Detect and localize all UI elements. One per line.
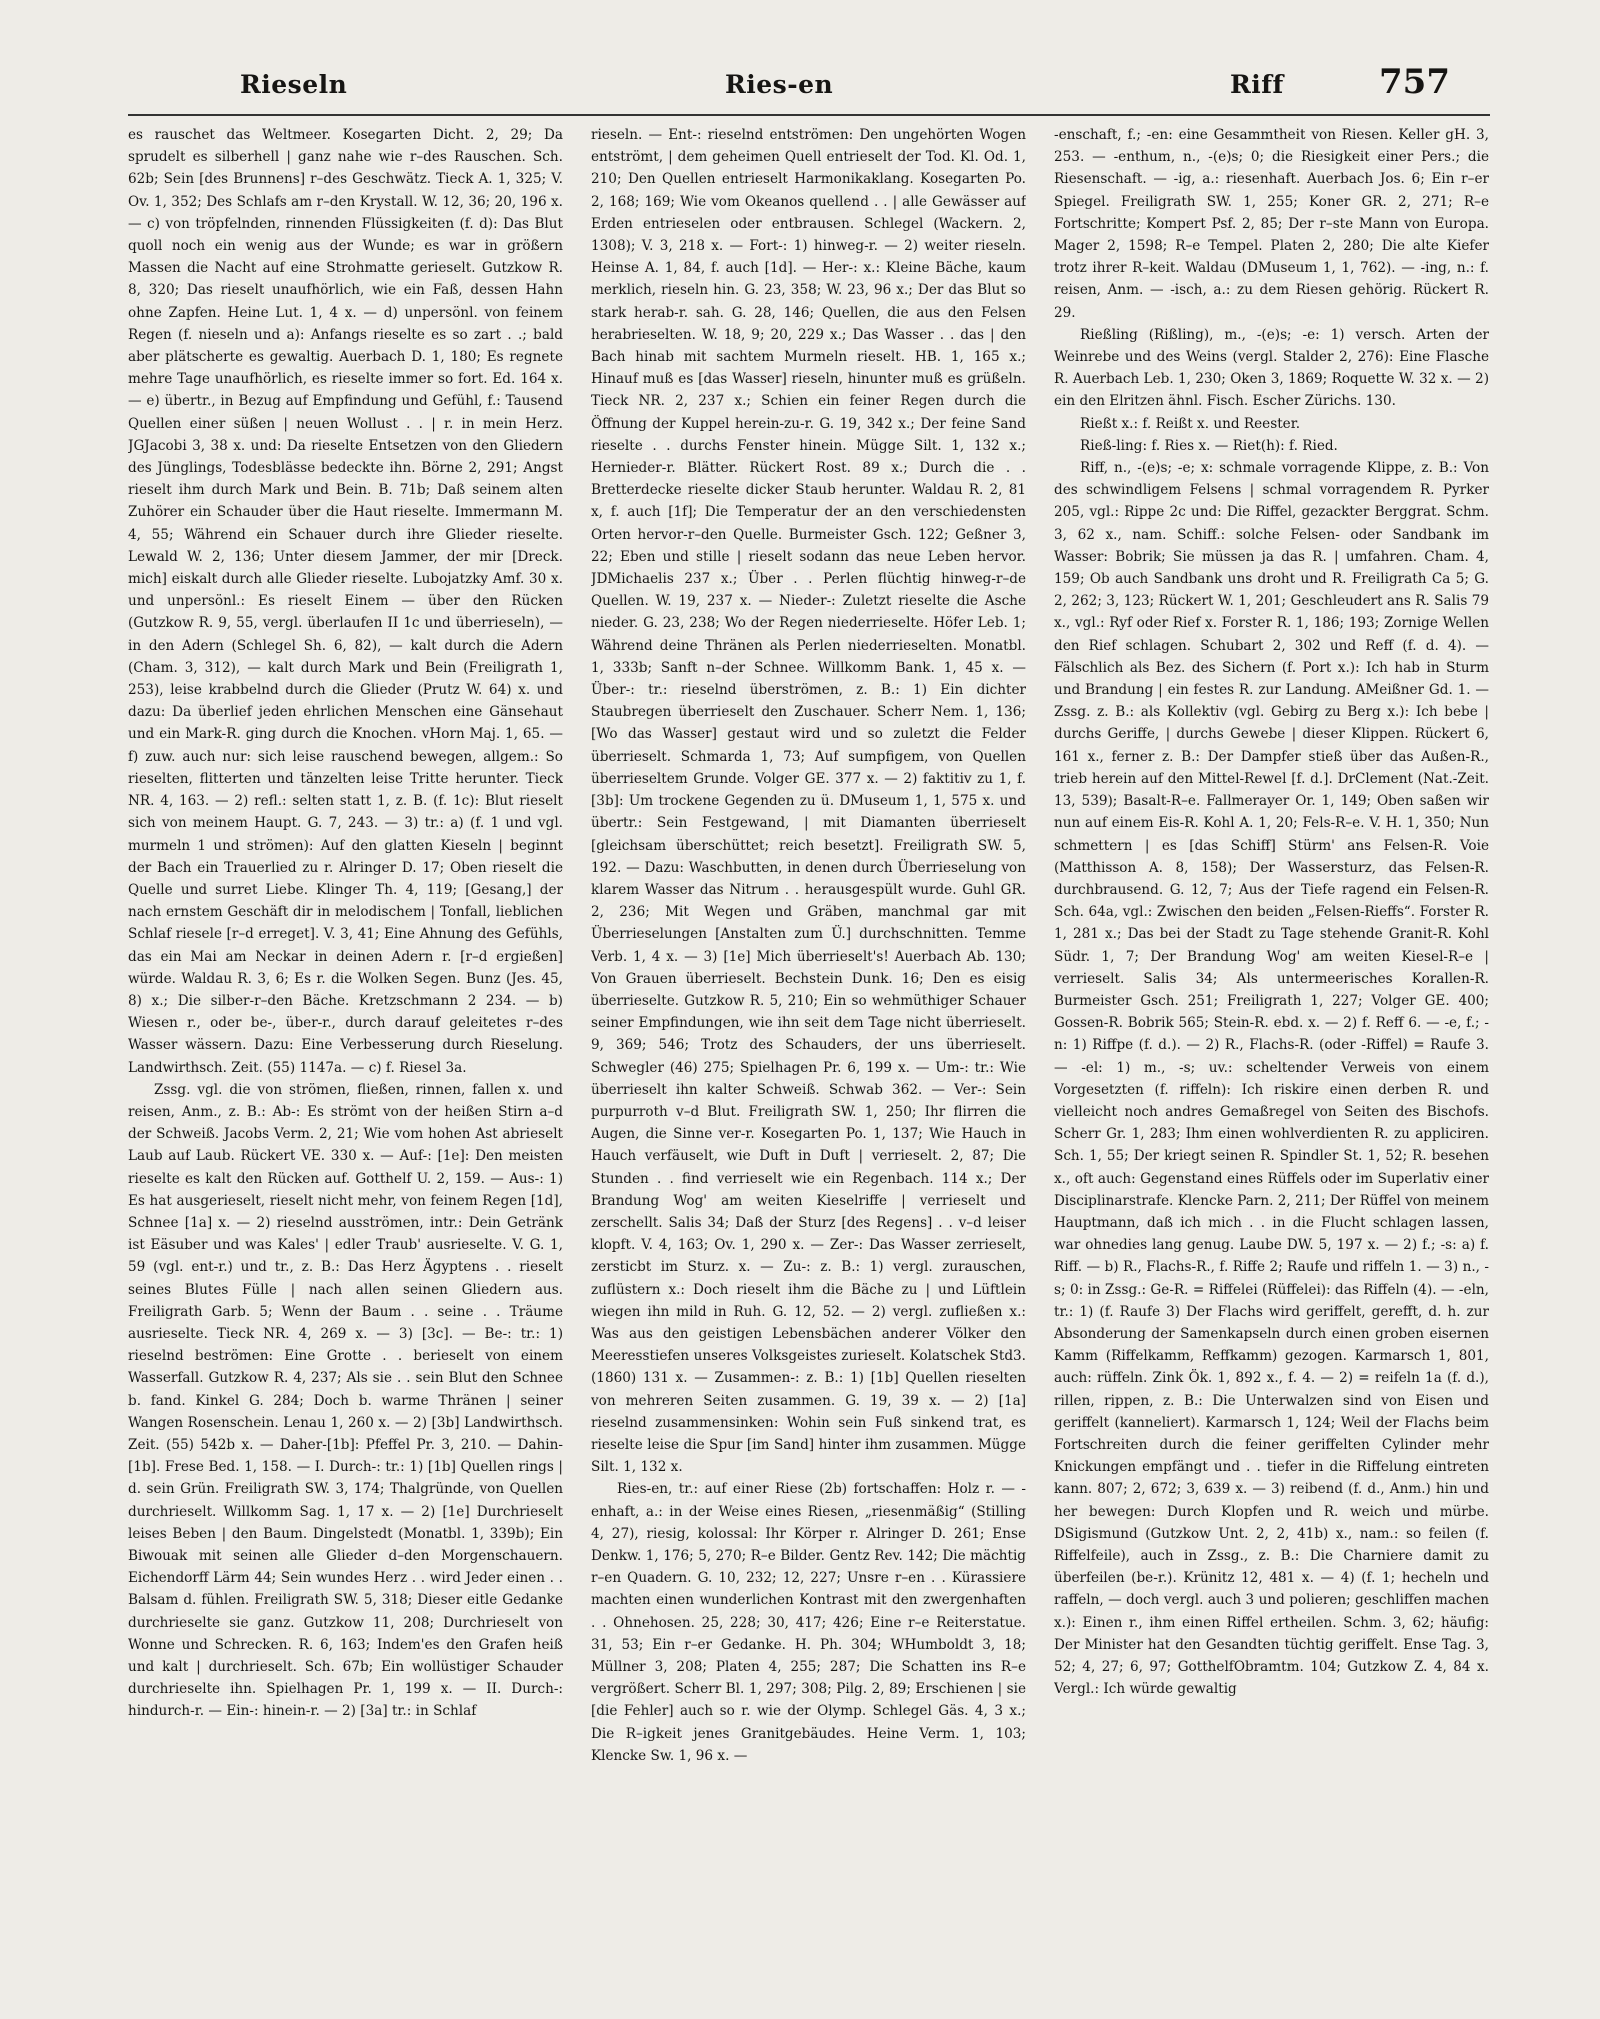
- entry-paragraph: Rießt x.: f. Reißt x. und Reester.: [1080, 415, 1301, 432]
- entry-paragraph: Rießling (Rißling), m., -(e)s; -e: 1) versch. Arten der Weinrebe und des Weins (vergl. Stalder 2, 276): Eine Flasche R. Auerbach Leb. 1, 230; Oken 3, 1869; Roquette W. 32 x. — 2) ein den Elritzen ähnl. Fisch. Escher Zürichs. 130.: [1054, 326, 1489, 410]
- column-3: [1054, 124, 1489, 1974]
- running-head-left: Rieseln: [240, 70, 348, 99]
- column-1: [128, 124, 563, 1974]
- entry-paragraph: rieseln. — Ent-: rieselnd entströmen: Den ungehörten Wogen entströmt, | dem geheimen Quell entrieselt der Tod. Kl. Od. 1, 210; Den Quellen entrieselt Harmonikaklang. Kosegarten Po. 2, 168; 169; Wie vom Okeanos quellend . . | alle Gewässer auf Erden entrieselen oder entbrausen. Schlegel (Wackern. 2, 1308); V. 3, 218 x. — Fort-: 1) hinweg-r. — 2) weiter rieseln. Heinse A. 1, 84, f. auch [1d]. — Her-: x.: Kleine Bäche, kaum merklich, rieseln hin. G. 23, 358; W. 23, 96 x.; Der das Blut so stark herab-r. sah. G. 28, 146; Quellen, die aus den Felsen herabrieselten. W. 18, 9; 20, 229 x.; Das Wasser . . das | den Bach hinab mit sachtem Murmeln rieselt. HB. 1, 165 x.; Hinauf muß es [das Wasser] rieseln, hinunter muß es grüßeln. Tieck NR. 2, 237 x.; Schien ein feiner Regen durch die Öffnung der Kuppel herein-zu-r. G. 19, 342 x.; Der feine Sand rieselte . . durchs Fenster hinein. Mügge Silt. 1, 132 x.; Hernieder-r. Blätter. Rückert Rost. 89 x.; Durch die . . Bretterdecke rieselte dicker Staub herunter. Waldau R. 2, 81 x, f. auch [1f]; Die Temperatur der an den verschiedensten Orten hervor-r–den Quelle. Burmeister Gsch. 122; Geßner 3, 22; Eben und stille | rieselt sodann das neue Leben hervor. JDMichaelis 237 x.; Über . . Perlen flüchtig hinweg-r–de Quellen. W. 19, 237 x. — Nieder-: Zuletzt rieselte die Asche nieder. G. 23, 238; Wo der Regen niederrieselte. Höfer Leb. 1; Während deine Thränen als Perlen niederrieselten. Monatbl. 1, 333b; Sanft n–der Schnee. Willkomm Bank. 1, 45 x. — Über-: tr.: rieselnd überströmen, z. B.: 1) Ein dichter Staubregen überrieselt den Zuschauer. Scherr Nem. 1, 136; [Wo das Wasser] gestaut wird und so zuletzt die Felder überrieselt. Schmarda 1, 73; Auf sumpfigem, von Quellen überrieseltem Grunde. Volger GE. 377 x. — 2) faktitiv zu 1, f. [3b]: Um trockene Gegenden zu ü. DMuseum 1, 1, 575 x. und übertr.: Sein Festgewand, | mit Diamanten überrieselt [gleichsam überschüttet; reich besetzt]. Freiligrath SW. 5, 192. — Dazu: Waschbutten, in denen durch Überrieselung von klarem Wasser das Nitrum . . herausgespült wurde. Guhl GR. 2, 236; Mit Wegen und Gräben, manchmal gar mit Überrieselungen [Anstalten zum Ü.] durchschnitten. Temme Verb. 1, 4 x. — 3) [1e] Mich überrieselt's! Auerbach Ab. 130; Von Grauen überrieselt. Bechstein Dunk. 16; Den es eisig überrieselte. Gutzkow R. 5, 210; Ein so wehmüthiger Schauer seiner Empfindungen, wie ihn seit dem Tage nicht überrieselt. 9, 369; 546; Trotz des Schauders, der uns überrieselt. Schwegler (46) 275; Spielhagen Pr. 6, 199 x. — Um-: tr.: Wie überrieselt ihn kalter Schweiß. Schwab 362. — Ver-: Sein purpurroth v–d Blut. Freiligrath SW. 1, 250; Ihr flirren die Augen, die Sinne ver-r. Kosegarten Po. 1, 137; Wie Hauch in Hauch verfäuselt, wie Duft in Duft | verrieselt. 2, 87; Die Stunden . . find verrieselt wie ein Regenbach. 114 x.; Der Brandung Wog' am weiten Kieselriffe | verrieselt und zerschellt. Salis 34; Daß der Sturz [des Regens] . . v–d leiser klopft. V. 4, 163; Ov. 1, 290 x. — Zer-: Das Wasser zerrieselt, zersticbt im Sturz. x. — Zu-: z. B.: 1) vergl. zurauschen, zuflüstern x.: Doch rieselt ihm die Bäche zu | und Lüftlein wiegen ihn mild in Ruh. G. 12, 52. — 2) vergl. zufließen x.: Was aus den geistigen Lebensbächen anderer Völker den Meeresstiefen unseres Volksgeistes zurieselt. Kolatschek Std3. (1860) 131 x. — Zusammen-: z. B.: 1) [1b] Quellen rieselten von mehreren Seiten zusammen. G. 19, 39 x. — 2) [1a] rieselnd zusammensinken: Wohin sein Fuß sinkend trat, es rieselte leise die Spur [im Sand] hinter ihm zusammen. Mügge Silt. 1, 132 x.: [591, 127, 1026, 1476]
- page-header: [120, 62, 1490, 102]
- entry-paragraph: Rieß-ling: f. Ries x. — Riet(h): f. Ried.: [1080, 437, 1338, 454]
- entry-paragraph: Zssg. vgl. die von strömen, fließen, rinnen, fallen x. und reisen, Anm., z. B.: Ab-: Es strömt von der heißen Stirn a–d der Schweiß. Jacobs Verm. 2, 21; Wie vom hohen Ast abrieselt Laub auf Laub. Rückert VE. 330 x. — Auf-: [1e]: Den meisten rieselte es kalt den Rücken auf. Gotthelf U. 2, 159. — Aus-: 1) Es hat ausgerieselt, rieselt nicht mehr, von feinem Regen [1d], Schnee [1a] x. — 2) rieselnd ausströmen, intr.: Dein Getränk ist Eäsuber und was Kales' | edler Traub' ausrieselte. V. G. 1, 59 (vgl. ent-r.) und tr., z. B.: Das Herz Ägyptens . . rieselt seines Blutes Fülle | nach allen seinen Gliedern aus. Freiligrath Garb. 5; Wenn der Baum . . seine . . Träume ausrieselte. Tieck NR. 4, 269 x. — 3) [3c]. — Be-: tr.: 1) rieselnd beströmen: Eine Grotte . . berieselt von einem Wasserfall. Gutzkow R. 4, 237; Als sie . . sein Blut den Schnee b. fand. Kinkel G. 284; Doch b. warme Thränen | seiner Wangen Rosenschein. Lenau 1, 260 x. — 2) [3b] Landwirthsch. Zeit. (55) 542b x. — Daher-[1b]: Pfeffel Pr. 3, 210. — Dahin-[1b]. Frese Bed. 1, 158. — I. Durch-: tr.: 1) [1b] Quellen rings | d. sein Grün. Freiligrath SW. 3, 174; Thalgründe, von Quellen durchrieselt. Willkomm Sag. 1, 17 x. — 2) [1e] Durchrieselt leises Beben | den Baum. Dingelstedt (Monatbl. 1, 339b); Ein Biwouak mit seinen alle Glieder d–den Morgenschauern. Eichendorff Lärm 44; Sein wundes Herz . . wird Jeder einen . . Balsam d. fühlen. Freiligrath SW. 5, 318; Dieser eitle Gedanke durchrieselte sie ganz. Gutzkow 11, 208; Durchrieselt von Wonne und Schrecken. R. 6, 163; Indem'es den Grafen heiß und kalt | durchrieselt. Sch. 67b; Ein wollüstiger Schauder durchrieselte ihn. Spielhagen Pr. 1, 199 x. — II. Durch-: hindurch-r. — Ein-: hinein-r. — 2) [3a] tr.: in Schlaf: [128, 1081, 563, 1720]
- entry-paragraph: Ries-en, tr.: auf einer Riese (2b) fortschaffen: Holz r. — -enhaft, a.: in der Weise eines Riesen, „riesenmäßig“ (Stilling 4, 27), riesig, kolossal: Ihr Körper r. Alringer D. 261; Ense Denkw. 1, 176; 5, 270; R–e Bilder. Gentz Rev. 142; Die mächtig r–en Quadern. G. 10, 232; 12, 227; Unsre r–en . . Kürassiere machten einen wunderlichen Kontrast mit den zwergenhaften . . Ohnehosen. 25, 228; 30, 417; 426; Eine r–e Reiterstatue. 31, 53; Ein r–er Gedanke. H. Ph. 304; WHumboldt 3, 18; Müllner 3, 208; Platen 4, 255; 287; Die Schatten ins R–e vergrößert. Scherr Bl. 1, 297; 308; Pilg. 2, 89; Erschienen | sie [die Fehler] auch so r. wie der Olymp. Schlegel Gäs. 4, 3 x.; Die R–igkeit jenes Granitgebäudes. Heine Verm. 1, 103; Klencke Sw. 1, 96 x. —: [591, 1481, 1026, 1764]
- header-rule: [128, 114, 1490, 116]
- entry-paragraph: es rauschet das Weltmeer. Kosegarten Dicht. 2, 29; Da sprudelt es silberhell | ganz nahe wie r–des Rauschen. Sch. 62b; Sein [des Brunnens] r–des Geschwätz. Tieck A. 1, 325; V. Ov. 1, 352; Des Schlafs am r–den Krystall. W. 12, 36; 20, 196 x. — c) von tröpfelnden, rinnenden Flüssigkeiten (f. d): Das Blut quoll noch ein wenig aus der Wunde; es war in größern Massen die Nacht auf eine Strohmatte gerieselt. Gutzkow R. 8, 320; Das rieselt unaufhörlich, wie ein Faß, dessen Hahn ohne Zapfen. Heine Lut. 1, 4 x. — d) unpersönl. von feinem Regen (f. nieseln und a): Anfangs rieselte es so zart . .; bald aber plätscherte es gewaltig. Auerbach D. 1, 180; Es regnete mehre Tage unaufhörlich, es rieselte immer so fort. Ed. 164 x. — e) übertr., in Bezug auf Empfindung und Gefühl, f.: Tausend Quellen einer süßen | neuen Wollust . . | r. in mein Herz. JGJacobi 3, 38 x. und: Da rieselte Entsetzen von den Gliedern des Jünglings, Todesblässe bedeckte ihn. Börne 2, 291; Angst rieselt ihm durch Mark und Bein. B. 71b; Daß seinem alten Zuhörer ein Schauder über die Haut rieselte. Immermann M. 4, 55; Während ein Schauer durch ihre Glieder rieselte. Lewald W. 2, 136; Unter diesem Jammer, der mir [Dreck. mich] eiskalt durch alle Glieder rieselte. Lubojatzky Amf. 30 x. und unpersönl.: Es rieselt Einem — über den Rücken (Gutzkow R. 9, 55, vergl. überlaufen II 1c und überrieseln), — in den Adern (Schlegel Sh. 6, 82), — kalt durch die Adern (Cham. 3, 312), — kalt durch Mark und Bein (Freiligrath 1, 253), leise krabbelnd durch die Glieder (Prutz W. 64) x. und dazu: Da überlief jeden ehrlichen Menschen eine Gänsehaut und ein Mark-R. ging durch die Knochen. vHorn Maj. 1, 65. — f) zuw. auch nur: sich leise rauschend bewegen, allgem.: So rieselten, flitterten und tänzelten leise Tritte herunter. Tieck NR. 4, 163. — 2) refl.: selten statt 1, z. B. (f. 1c): Blut rieselt sich von meinem Haupt. G. 7, 243. — 3) tr.: a) (f. 1 und vgl. murmeln 1 und strömen): Auf den glatten Kieseln | beginnt der Bach ein Trauerlied zu r. Alringer D. 17; Oben rieselt die Quelle und surret Liebe. Klinger Th. 4, 119; [Gesang,] der nach ernstem Geschäft dir in melodischem | Tonfall, lieblichen Schlaf riesele [r–d erreget]. V. 3, 41; Eine Ahnung des Gefühls, das ein Mai am Neckar in deinen Adern r. [r–d ergießen] würde. Waldau R. 3, 6; Es r. die Wolken Segen. Bunz (Jes. 45, 8) x.; Die silber-r–den Bäche. Kretzschmann 2 234. — b) Wiesen r., oder be-, über-r., durch darauf geleitetes r–des Wasser wässern. Dazu: Eine Verbesserung durch Rieselung. Landwirthsch. Zeit. (55) 1147a. — c) f. Riesel 3a.: [128, 127, 563, 1076]
- running-head-right: Riff: [1230, 70, 1284, 99]
- running-head-middle: Ries-en: [725, 70, 834, 99]
- entry-paragraph: Riff, n., -(e)s; -e; x: schmale vorragende Klippe, z. B.: Von des schwindligem Felsens | schmal vorragendem R. Pyrker 205, vgl.: Rippe 2c und: Die Riffel, gezackter Berggrat. Schm. 3, 62 x., nam. Schiff.: solche Felsen- oder Sandbank im Wasser: Bobrik; Sie müssen ja das R. | umfahren. Cham. 4, 159; Ob auch Sandbank uns droht und R. Freiligrath Ca 5; G. 2, 262; 3, 123; Rückert W. 1, 201; Geschleudert ans R. Salis 79 x., vgl.: Ryf oder Rief x. Forster R. 1, 186; 193; Zornige Wellen den Rief schlagen. Schubart 2, 302 und Reff (f. d. 4). — Fälschlich als Bez. des Sichern (f. Port x.): Ich hab in Sturm und Brandung | ein festes R. zur Landung. AMeißner Gd. 1. — Zssg. z. B.: als Kollektiv (vgl. Gebirg zu Berg x.): Ich bebe | durchs Geriffe, | durchs Gewebe | dieser Klippen. Rückert 6, 161 x., ferner z. B.: Der Dampfer stieß über das Außen-R., trieb herein auf den Mittel-Rewel [f. d.]. DrClement (Nat.-Zeit. 13, 539); Basalt-R–e. Fallmerayer Or. 1, 149; Oben saßen wir nun auf einem Eis-R. Kohl A. 1, 20; Fels-R–e. V. H. 1, 350; Nun schmettern | es [das Schiff] Stürm' ans Felsen-R. Voie (Matthisson A. 8, 158); Der Wassersturz, das Felsen-R. durchbrausend. G. 12, 7; Aus der Tiefe ragend ein Felsen-R. Sch. 64a, vgl.: Zwischen den beiden „Felsen-Rieffs“. Forster R. 1, 281 x.; Das bei der Stadt zu Tage stehende Granit-R. Kohl Südr. 1, 7; Der Brandung Wog' am weiten Kiesel-R–e | verrieselt. Salis 34; Als untermeerisches Korallen-R. Burmeister Gsch. 251; Freiligrath 1, 227; Volger GE. 400; Gossen-R. Bobrik 565; Stein-R. ebd. x. — 2) f. Reff 6. — -e, f.; -n: 1) Riffpe (f. d.). — 2) R., Flachs-R. (oder -Riffel) = Raufe 3. — -el: 1) m., -s; uv.: scheltender Verweis von einem Vorgesetzten (f. riffeln): Ich riskire einen derben R. und vielleicht noch andres Gemaßregel von Seiten des Bischofs. Scherr Gr. 1, 283; Ihm einen wohlverdienten R. zu appliciren. Sch. 1, 55; Der kriegt seinen R. Spindler St. 1, 52; R. besehen x., oft auch: Gegenstand eines Rüffels oder im Superlativ einer Disciplinarstrafe. Klencke Parn. 2, 211; Der Rüffel von meinem Hauptmann, daß ich mich . . in die Flucht schlagen lassen, war ohnedies lang genug. Laube DW. 5, 197 x. — 2) f.; -s: a) f. Riff. — b) R., Flachs-R., f. Riffe 2; Raufe und riffeln 1. — 3) n., -s; 0: in Zssg.: Ge-R. = Riffelei (Rüffelei): das Riffeln (4). — -eln, tr.: 1) (f. Raufe 3) Der Flachs wird geriffelt, gerefft, d. h. zur Absonderung der Samenkapseln durch einen groben eisernen Kamm (Riffelkamm, Reffkamm) gezogen. Karmarsch 1, 801, auch: rüffeln. Zink Ök. 1, 892 x., f. 4. — 2) = reifeln 1a (f. d.), rillen, rippen, z. B.: Die Unterwalzen sind von Eisen und geriffelt (kanneliert). Karmarsch 1, 124; Weil der Flachs beim Fortschreiten durch die feiner geriffelten Cylinder mehr Knickungen empfängt und . . tiefer in die Riffelung eintreten kann. 807; 2, 672; 3, 639 x. — 3) reibend (f. d., Anm.) hin und her bewegen: Durch Klopfen und R. weich und mürbe. DSigismund (Gutzkow Unt. 2, 2, 41b) x., nam.: so feilen (f. Riffelfeile), auch in Zssg., z. B.: Die Charniere damit zu überfeilen (be-r.). Krünitz 12, 481 x. — 4) (f. 1; hecheln und raffeln, — doch vergl. auch 3 und polieren; geschliffen machen x.): Einen r., ihm einen Riffel ertheilen. Schm. 3, 62; häufig: Der Minister hat den Gesandten tüchtig geriffelt. Ense Tag. 3, 52; 4, 27; 6, 97; GotthelfObramtm. 104; Gutzkow Z. 4, 84 x. Vergl.: Ich würde gewaltig: [1054, 460, 1489, 1698]
- page-number: 757: [1379, 62, 1450, 102]
- entry-paragraph: -enschaft, f.; -en: eine Gesammtheit von Riesen. Keller gH. 3, 253. — -enthum, n., -(e)s; 0; die Riesigkeit einer Pers.; die Riesenschaft. — -ig, a.: riesenhaft. Auerbach Jos. 6; Ein r–er Spiegel. Freiligrath SW. 1, 255; Koner GR. 2, 271; R–e Fortschritte; Kompert Psf. 2, 85; Der r–ste Mann von Europa. Mager 2, 1598; R–e Tempel. Platen 2, 280; Die alte Kiefer trotz ihrer R–keit. Waldau (DMuseum 1, 1, 762). — -ing, n.: f. reisen, Anm. — -isch, a.: zu dem Riesen gehörig. Rückert R. 29.: [1054, 127, 1489, 321]
- column-2: [591, 124, 1026, 1974]
